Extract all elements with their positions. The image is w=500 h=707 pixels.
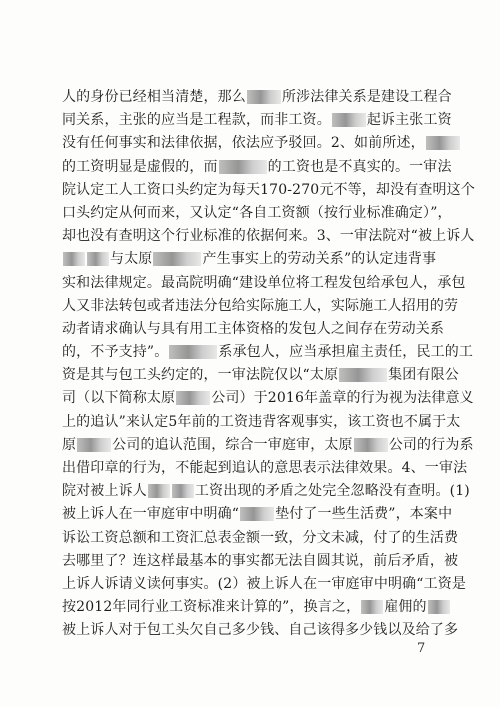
text-line — [62, 364, 459, 387]
redaction-mark — [354, 438, 388, 452]
text-segment: 所涉法律关系是建设工程合 — [281, 89, 452, 105]
text-segment: 被上诉人对于包工头欠自己多少钱、自己该得多少钱以及给了多 — [62, 622, 459, 639]
text-segment: 没有任何事实和法律依据，依法应予驳回。2、如前所述， — [62, 135, 425, 152]
text-segment: 上诉人诉请义读何事实。(2）被上诉人在一审庭审中明确“工资是 — [62, 575, 467, 592]
text-line — [62, 295, 459, 318]
text-segment: 司（以下简称太原 — [62, 390, 176, 407]
text-line — [62, 573, 467, 596]
text-segment: 集团有限公 — [388, 367, 459, 384]
text-segment: 的，不予支持”。 — [62, 344, 169, 361]
redaction-mark — [169, 345, 217, 359]
text-line — [62, 411, 461, 434]
redaction-mark — [153, 252, 201, 266]
text-segment: 的工资明显是虚假的，而 — [62, 158, 218, 175]
redaction-mark — [172, 484, 194, 498]
redaction-mark — [176, 391, 210, 405]
text-segment: 资是其与包工头约定的，一审法院仅以“太原 — [62, 367, 339, 384]
document-body — [62, 86, 475, 643]
redaction-mark — [428, 600, 450, 614]
text-segment: 人又非法转包或者违法分包给实际施工人，实际施工人招用的劳 — [62, 297, 459, 314]
text-segment: 诉讼工资总额和工资汇总表金额一致，分文未减，付了的生活费 — [62, 529, 459, 546]
text-line — [62, 480, 470, 503]
text-segment: 院对被上诉人 — [62, 483, 147, 500]
redaction-mark — [240, 507, 274, 521]
text-segment: 垫付了一些生活费”，本案中 — [275, 506, 453, 523]
text-segment: 工资出现的矛盾之处完全忽略没有查明。(1) — [194, 483, 470, 500]
text-segment: 出借印章的行为，不能起到追认的意思表示法律效果。4、一审法 — [62, 460, 468, 476]
text-segment: 上的追认”来认定5年前的工资违背客观事实，该工资也不属于太 — [62, 413, 461, 430]
text-segment: 同关系，主张的应当是工程款，而非工资。 — [62, 112, 331, 129]
text-segment: 的工资也是不真实的。一审法 — [267, 158, 452, 175]
text-line — [62, 86, 454, 109]
text-segment: 公司的行为系 — [388, 436, 474, 453]
text-segment: 院认定工人工资口头约定为每天170-270元不等，却没有查明这个 — [62, 181, 475, 198]
text-line — [62, 596, 454, 619]
text-line — [62, 503, 454, 526]
redaction-mark — [361, 600, 383, 614]
text-line — [62, 132, 454, 155]
redaction-mark — [219, 160, 267, 174]
redaction-mark — [339, 368, 387, 382]
text-line — [62, 202, 454, 225]
text-segment: 口头约定从何而来，又认定“各自工资额（按行业标准确定）”， — [62, 204, 452, 221]
text-segment: 去哪里了？连这样最基本的事实都无法自圆其说，前后矛盾，被 — [62, 552, 459, 569]
text-segment: 原 — [62, 436, 77, 453]
redaction-mark — [87, 252, 109, 266]
text-line — [62, 156, 454, 179]
text-line — [62, 248, 454, 271]
text-line — [62, 109, 454, 132]
text-segment: 雇佣的 — [384, 599, 427, 616]
redaction-mark — [77, 438, 111, 452]
page-number: 7 — [417, 641, 426, 656]
text-segment: 按2012年同行业工资标准来计算的”，换言之， — [62, 599, 361, 616]
text-line — [62, 272, 466, 295]
text-line — [62, 341, 474, 364]
redaction-mark — [63, 252, 85, 266]
text-segment: 被上诉人在一审庭审中明确“ — [62, 506, 240, 523]
text-segment: 产生事实上的劳动关系”的认定违背事 — [202, 251, 437, 268]
text-segment: 系承包人，应当承担雇主责任，民工的工 — [218, 344, 474, 361]
text-line — [62, 225, 475, 248]
text-line — [62, 434, 474, 457]
redaction-mark — [426, 136, 460, 150]
text-segment: 人的身份已经相当清楚，那么 — [62, 89, 246, 105]
text-segment: 实和法律规定。最高院明确“建设单位将工程发包给承包人，承包 — [62, 274, 466, 291]
text-segment: 与太原 — [110, 251, 153, 268]
text-line — [62, 550, 459, 573]
text-line — [62, 318, 454, 341]
redaction-mark — [332, 113, 366, 127]
redaction-mark — [247, 90, 281, 104]
text-segment: 却也没有查明这个行业标准的依据何来。3、一审法院对“被上诉人 — [62, 228, 475, 245]
text-line — [62, 179, 475, 202]
text-line — [62, 527, 459, 550]
text-segment: 动者请求确认与具有用工主体资格的发包人之间存在劳动关系 — [62, 320, 445, 337]
redaction-mark — [148, 484, 170, 498]
text-segment: 公司）于2016年盖章的行为视为法律意义 — [211, 390, 474, 407]
text-segment: 起诉主张工资 — [366, 112, 452, 129]
text-line — [62, 619, 459, 642]
text-line — [62, 457, 468, 480]
text-segment: 公司的追认范围，综合一审庭审，太原 — [112, 436, 353, 453]
text-line — [62, 387, 474, 410]
